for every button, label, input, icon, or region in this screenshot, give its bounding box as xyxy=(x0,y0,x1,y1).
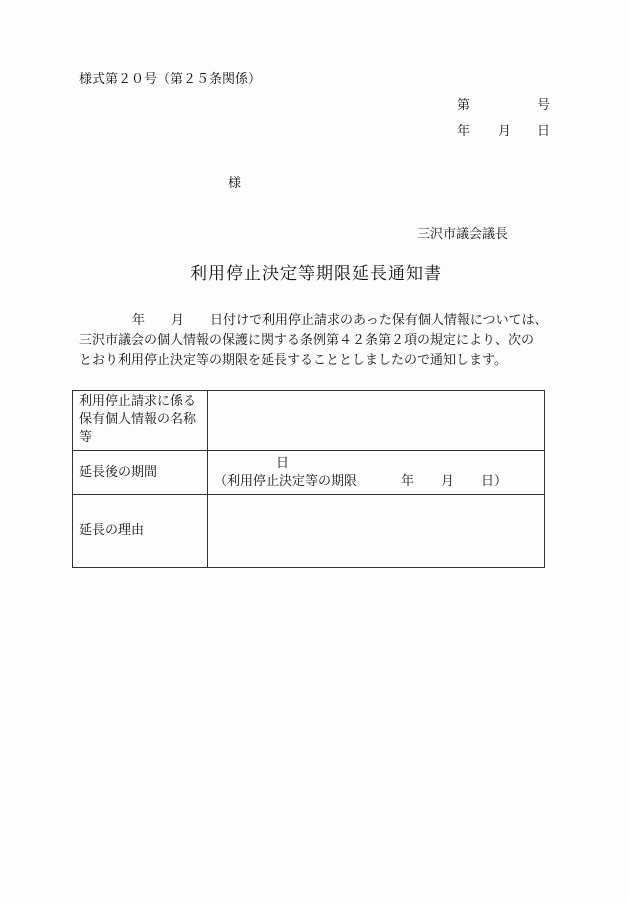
body-paragraph xyxy=(79,311,548,371)
addressee-suffix: 様 xyxy=(228,176,242,191)
date-day: 日 xyxy=(537,124,551,139)
extended-period-label: 延長後の期間 xyxy=(73,451,208,495)
body-month: 月 xyxy=(171,313,185,328)
date-month: 月 xyxy=(498,124,512,139)
form-number-label: 様式第２０号（第２５条関係） xyxy=(79,72,262,87)
table-row-info-name xyxy=(73,391,545,451)
sender-name: 三沢市議会議長 xyxy=(417,227,509,242)
document-number-dai: 第 xyxy=(457,98,471,113)
table-row-extended-period xyxy=(73,451,545,495)
body-year: 年 xyxy=(132,313,146,328)
info-name-label: 利用停止請求に係る保有個人情報の名称等 xyxy=(73,391,208,451)
extension-details-table xyxy=(72,390,545,568)
body-line-2: 三沢市議会の個人情報の保護に関する条例第４２条第２項の規定により、次の xyxy=(79,333,535,348)
extended-period-value xyxy=(208,451,545,495)
body-line1-text: 日付けで利用停止請求のあった保有個人情報については、 xyxy=(210,313,548,328)
document-title: 利用停止決定等期限延長通知書 xyxy=(190,264,442,284)
date-year: 年 xyxy=(457,124,471,139)
table-row-reason xyxy=(73,495,545,568)
reason-value xyxy=(208,495,545,568)
body-line-3: とおり利用停止決定等の期限を延長することとしましたので通知します。 xyxy=(79,353,507,368)
info-name-value xyxy=(208,391,545,451)
body-line-1 xyxy=(79,311,548,331)
extended-period-day: 日 xyxy=(276,455,290,471)
reason-label: 延長の理由 xyxy=(73,495,208,568)
extended-period-deadline: （利用停止決定等の期限 年 月 日） xyxy=(214,473,508,489)
document-number-go: 号 xyxy=(537,98,551,113)
